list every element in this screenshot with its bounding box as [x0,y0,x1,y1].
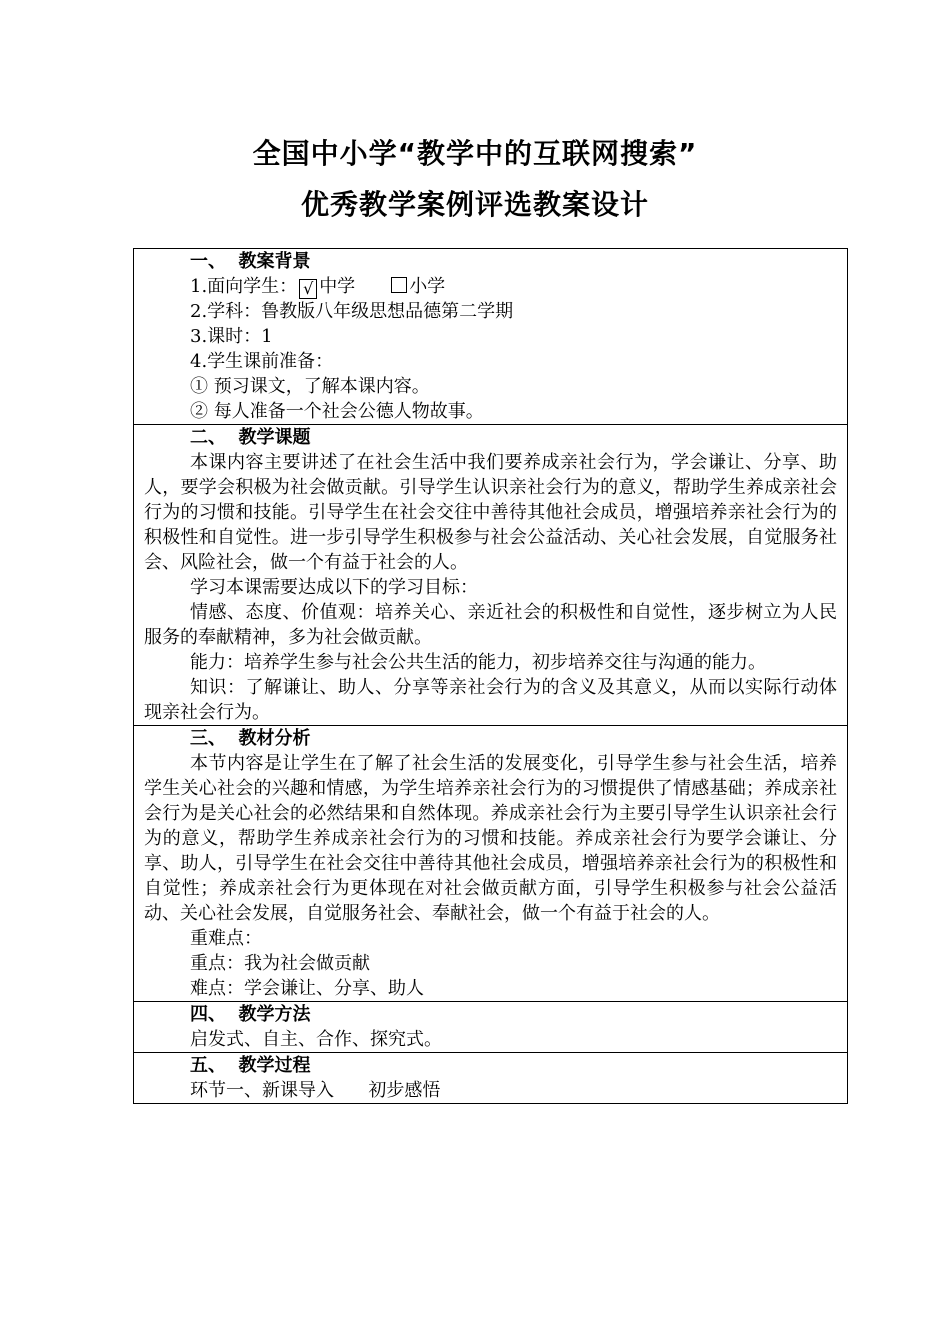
subject-line: 2.学科：鲁教版八年级思想品德第二学期 [190,301,514,322]
prep-label: 4.学生课前准备： [190,351,334,372]
section-background [134,249,847,424]
paragraph: 知识：了解谦让、助人、分享等亲社会行为的含义及其意义，从而以实际行动体现亲社会行为。 [144,677,837,723]
section-heading: 五、 教学过程 [190,1055,311,1076]
prep-item: ① 预习课文，了解本课内容。 [190,376,430,397]
audience-line [144,274,837,299]
section-heading: 三、 教材分析 [190,728,311,749]
lesson-plan-table [133,248,848,1104]
paragraph: 能力：培养学生参与社会公共生活的能力，初步培养交往与沟通的能力。 [190,652,766,673]
option-primary-school: 小学 [409,276,446,297]
method-text: 启发式、自主、合作、探究式。 [190,1029,442,1050]
section-heading: 一、 教案背景 [190,251,311,272]
document-title-line1: 全国中小学“教学中的互联网搜索” [252,137,698,170]
audience-label: 1.面向学生： [190,276,298,297]
paragraph: 学习本课需要达成以下的学习目标： [190,577,478,598]
periods-line: 3.课时：1 [190,326,273,347]
key-difficulty-label: 重难点： [190,928,262,949]
section-method [134,1001,847,1052]
key-point: 重点：我为社会做贡献 [190,953,370,974]
option-middle-school: 中学 [319,276,356,297]
section-process [134,1052,847,1103]
paragraph: 本节内容是让学生在了解了社会生活的发展变化，引导学生参与社会生活，培养学生关心社会的兴趣和情感，为学生培养亲社会行为的习惯提供了情感基础；养成亲社会行为是关心社会的必然结果和自然体现。养成亲社会行为主要引导学生认识亲社会行为的意义，帮助学生养成亲社会行为的习惯和技能。养成亲社会行为要学会谦让、分享、助人，引导学生在社会交往中善待其他社会成员，增强培养亲社会行为的积极性和自觉性；养成亲社会行为更体现在对社会做贡献方面，引导学生积极参与社会公益活动、关心社会发展，自觉服务社会、奉献社会，做一个有益于社会的人。 [144,753,837,924]
paragraph: 本课内容主要讲述了在社会生活中我们要养成亲社会行为，学会谦让、分享、助人，要学会积极为社会做贡献。引导学生认识亲社会行为的意义，帮助学生养成亲社会行为的习惯和技能。引导学生在社会交往中善待其他社会成员，增强培养亲社会行为的积极性和自觉性。进一步引导学生积极参与社会公益活动、关心社会发展，自觉服务社会、风险社会，做一个有益于社会的人。 [144,452,837,573]
process-text: 环节一、新课导入 初步感悟 [190,1080,441,1101]
paragraph: 情感、态度、价值观：培养关心、亲近社会的积极性和自觉性，逐步树立为人民服务的奉献精神，多为社会做贡献。 [144,602,837,648]
section-heading: 二、 教学课题 [190,427,311,448]
section-topic [134,424,847,725]
document-title-line2: 优秀教学案例评选教案设计 [300,188,649,221]
section-heading: 四、 教学方法 [190,1004,311,1025]
prep-item: ② 每人准备一个社会公德人物故事。 [190,401,484,422]
checkbox-unchecked [391,277,407,293]
section-analysis [134,725,847,1001]
difficult-point: 难点：学会谦让、分享、助人 [190,978,424,999]
checkbox-checked: √ [299,279,317,299]
